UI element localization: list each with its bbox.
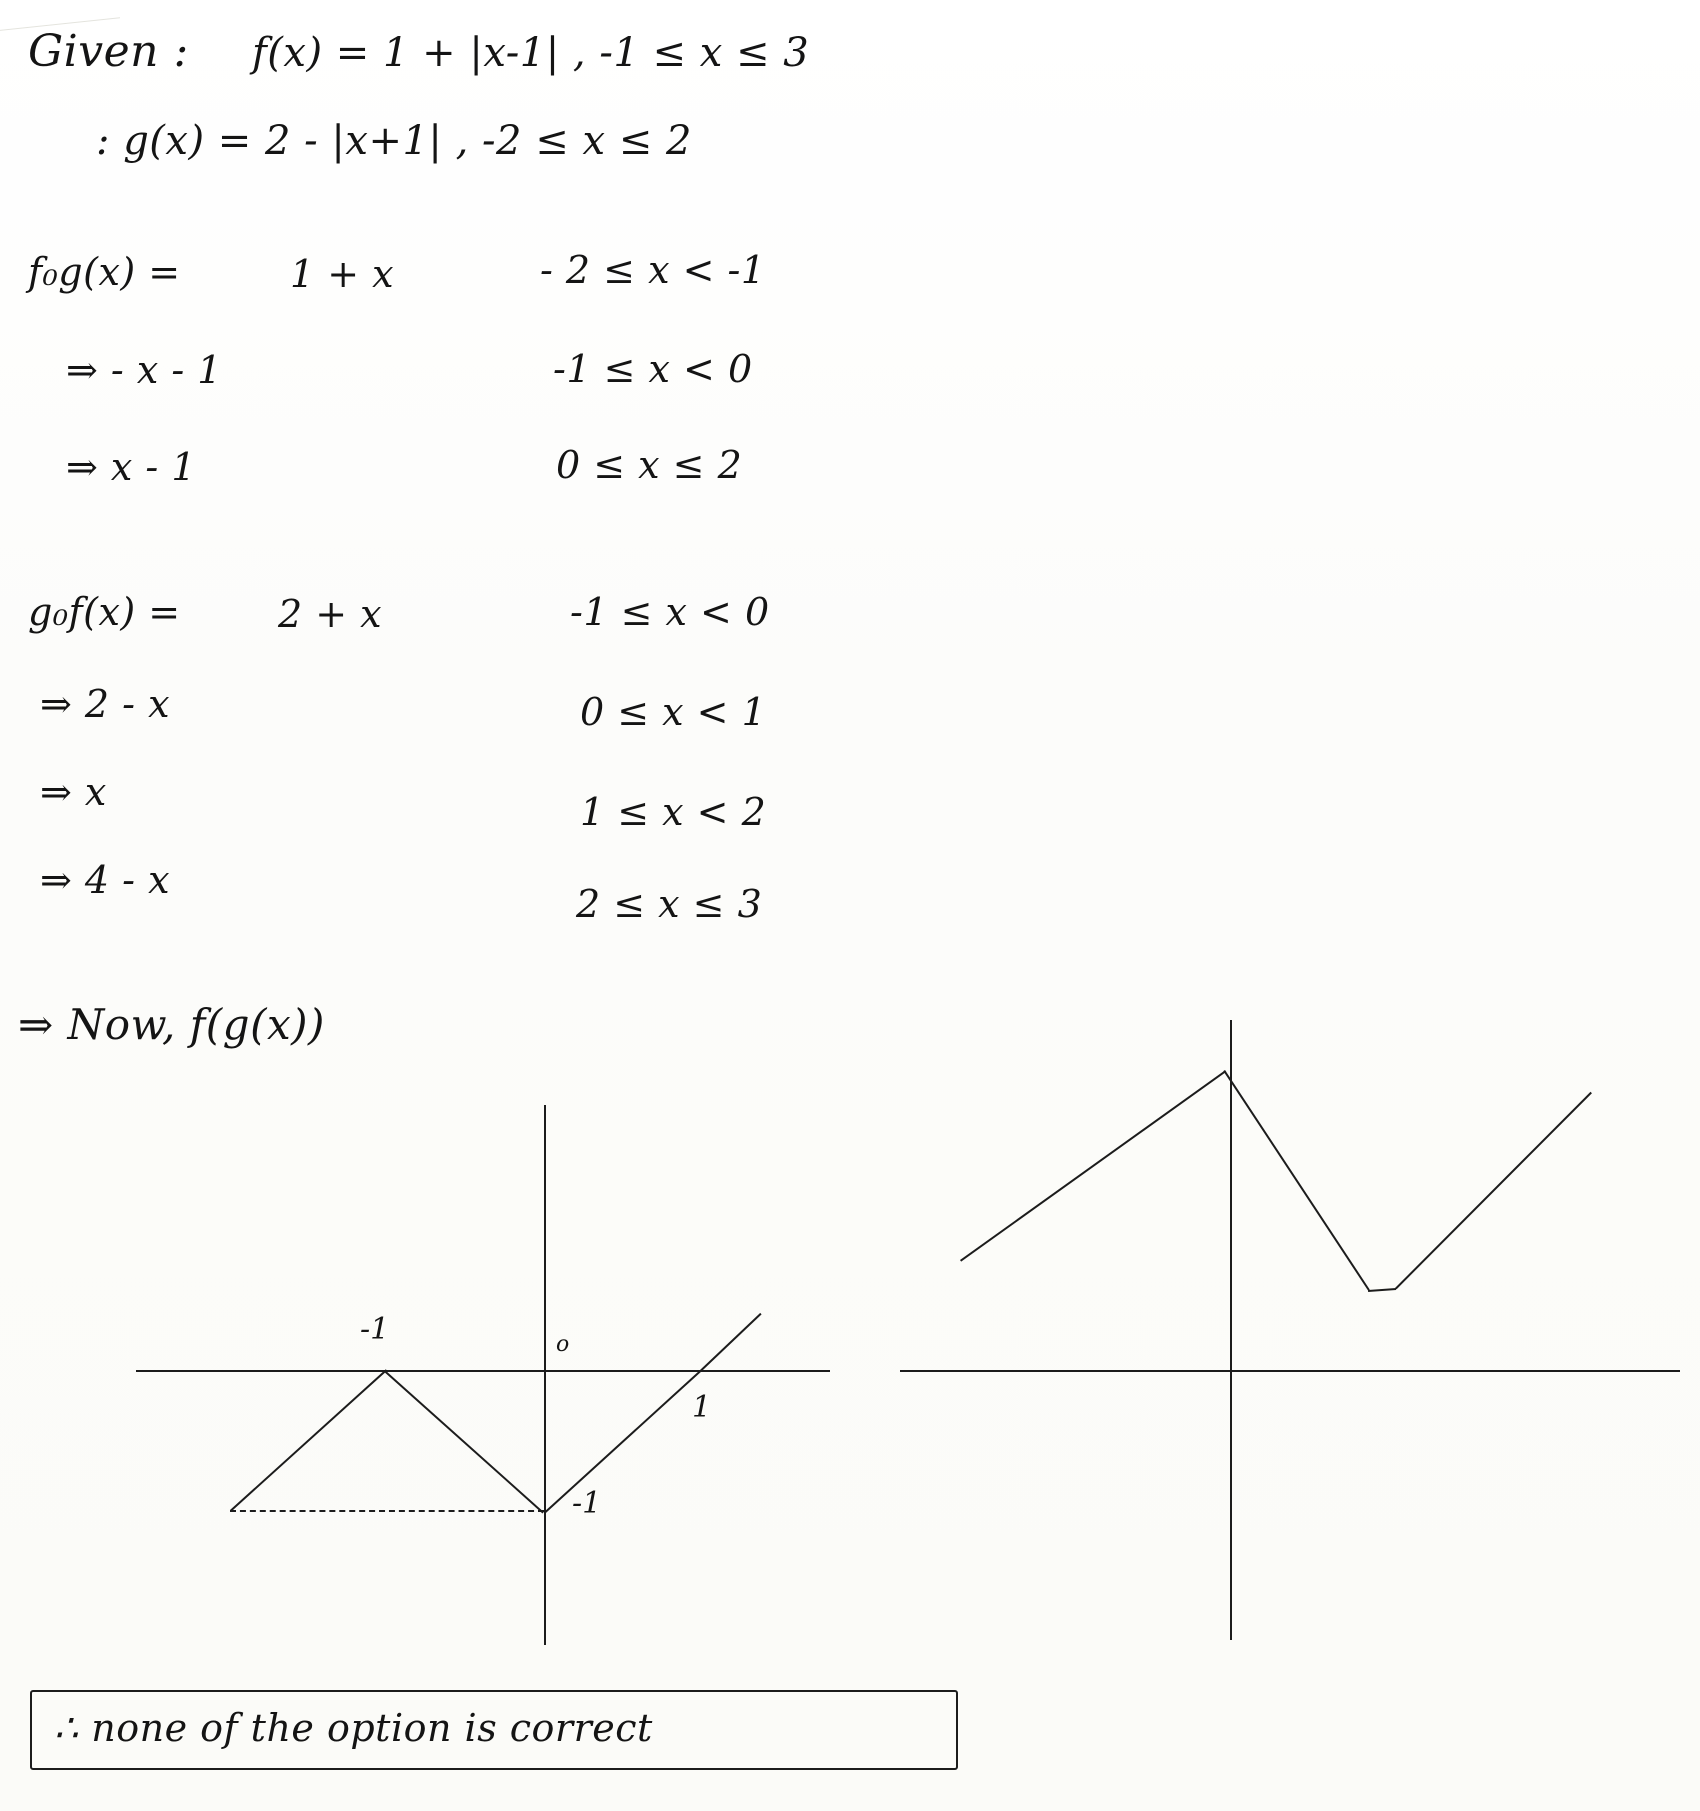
segment-4-left bbox=[700, 1313, 761, 1371]
gof-domain-0: -1 ≤ x < 0 bbox=[570, 590, 770, 634]
fog-heading: f₀g(x) = bbox=[28, 250, 181, 294]
segment-3-left bbox=[544, 1370, 701, 1513]
graph-left bbox=[120, 1060, 840, 1620]
gof-expr-3: ⇒ 4 - x bbox=[40, 858, 171, 902]
x-axis-left bbox=[136, 1370, 830, 1372]
x-axis-right bbox=[900, 1370, 1680, 1372]
label-minus-one-y-left: -1 bbox=[572, 1486, 602, 1521]
dashed-baseline-left bbox=[230, 1510, 544, 1512]
gof-expr-0: 2 + x bbox=[278, 592, 383, 636]
fog-domain-1: -1 ≤ x < 0 bbox=[553, 347, 753, 391]
label-origin-left: o bbox=[556, 1332, 570, 1357]
gof-domain-2: 1 ≤ x < 2 bbox=[580, 790, 767, 834]
segment-3-right bbox=[1395, 1092, 1592, 1289]
gof-domain-1: 0 ≤ x < 1 bbox=[580, 690, 767, 734]
segment-1-left bbox=[230, 1369, 387, 1511]
fog-domain-2: 0 ≤ x ≤ 2 bbox=[556, 443, 743, 487]
label-one-left: 1 bbox=[692, 1390, 712, 1425]
gof-expr-1: ⇒ 2 - x bbox=[40, 682, 171, 726]
gof-heading: g₀f(x) = bbox=[28, 590, 181, 634]
gof-domain-3: 2 ≤ x ≤ 3 bbox=[576, 882, 763, 926]
fog-expr-1: ⇒ - x - 1 bbox=[66, 348, 222, 392]
conclusion-text: ∴ none of the option is correct bbox=[54, 1706, 653, 1750]
now-line: ⇒ Now, f(g(x)) bbox=[18, 1000, 325, 1049]
segment-1-right bbox=[960, 1070, 1226, 1261]
given-line-2: : g(x) = 2 - |x+1| , -2 ≤ x ≤ 2 bbox=[96, 118, 692, 164]
graph-right bbox=[900, 1020, 1690, 1640]
fog-domain-0: - 2 ≤ x < -1 bbox=[540, 248, 766, 292]
y-axis-right bbox=[1230, 1020, 1232, 1640]
label-minus-one-x-left: -1 bbox=[360, 1312, 390, 1347]
fog-expr-0: 1 + x bbox=[290, 252, 395, 296]
conclusion-box bbox=[30, 1690, 958, 1770]
gof-expr-2: ⇒ x bbox=[40, 770, 107, 814]
given-label: Given : bbox=[28, 26, 189, 77]
fog-expr-2: ⇒ x - 1 bbox=[66, 445, 197, 489]
segment-notch-right bbox=[1368, 1288, 1396, 1292]
given-line-1: f(x) = 1 + |x-1| , -1 ≤ x ≤ 3 bbox=[252, 30, 810, 76]
segment-2-right bbox=[1223, 1070, 1370, 1291]
y-axis-left bbox=[544, 1105, 546, 1645]
segment-2-left bbox=[384, 1370, 544, 1514]
